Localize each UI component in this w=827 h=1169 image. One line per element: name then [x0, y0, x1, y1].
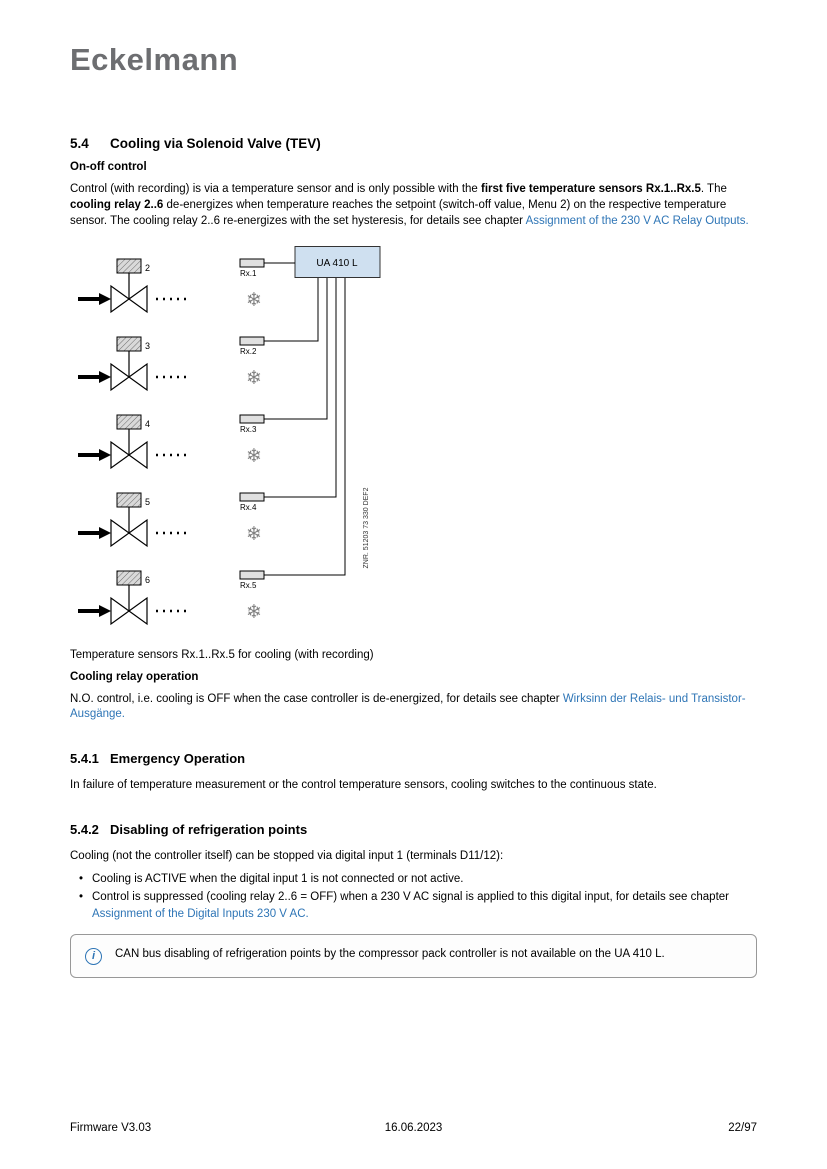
sensor-label: Rx.5	[240, 580, 257, 590]
section-number: 5.4.2	[70, 822, 99, 838]
controller-label: UA 410 L	[316, 257, 358, 269]
paragraph-text: Control is suppressed (cooling relay 2..6 = OFF) when a 230 V AC signal is applied to this digital input, for details see chapter	[92, 891, 729, 904]
link-digital-inputs[interactable]: Assignment of the Digital Inputs 230 V AC.	[92, 907, 309, 920]
valve-coil	[117, 415, 141, 429]
controller-box	[295, 246, 380, 277]
diagram-caption: Temperature sensors Rx.1..Rx.5 for cooling (with recording)	[70, 648, 374, 661]
valve-coil	[117, 259, 141, 273]
flow-arrow-icon	[99, 605, 111, 617]
valve-coil	[117, 571, 141, 585]
valve-number: 2	[145, 262, 151, 273]
link-relay-outputs[interactable]: Assignment of the 230 V AC Relay Outputs.	[525, 214, 749, 227]
cooling-relay-heading: Cooling relay operation	[70, 670, 199, 683]
info-note-box	[70, 934, 757, 978]
solenoid-valve	[111, 286, 129, 312]
emergency-paragraph: In failure of temperature measurement or the control temperature sensors, cooling switches to the continuous state.	[70, 779, 657, 792]
valve-row	[78, 259, 295, 312]
onoff-control-paragraph	[70, 182, 757, 230]
note-text: CAN bus disabling of refrigeration points by the compressor pack controller is not available on the UA 410 L.	[115, 948, 665, 960]
snowflake-icon: ❄	[246, 366, 262, 389]
sensor-wire	[264, 278, 345, 575]
link-wirksinn[interactable]: Wirksinn der Relais- und Transistor-Ausgänge.	[70, 692, 746, 721]
section-title: Emergency Operation	[110, 751, 246, 767]
paragraph-text: Control (with recording) is via a temperature sensor and is only possible with the	[70, 183, 481, 195]
sensor-box	[240, 415, 264, 423]
cooling-relay-paragraph	[70, 692, 757, 724]
onoff-control-heading: On-off control	[70, 161, 147, 173]
valve-number: 6	[145, 574, 151, 585]
bold-text: cooling relay 2..6	[70, 198, 164, 211]
heading-5-4	[70, 136, 757, 151]
flow-arrow-icon	[99, 449, 111, 461]
sensor-box	[240, 337, 264, 345]
footer-firmware: Firmware V3.03	[70, 1122, 152, 1134]
solenoid-valve	[111, 364, 129, 390]
list-item	[92, 889, 757, 922]
sensor-box	[240, 571, 264, 579]
sensor-box	[240, 259, 264, 267]
paragraph-text: de-energizes when temperature reaches the setpoint (switch-off value, Menu 2) on the respective temperature sensor. The cooling relay 2..6 re-energizes with the set hysteresis, for details see chapter	[70, 198, 727, 227]
footer-page-number: 22/97	[728, 1122, 757, 1134]
snowflake-icon: ❄	[246, 522, 262, 545]
sensor-label: Rx.3	[240, 424, 257, 434]
section-number: 5.4	[70, 136, 89, 151]
solenoid-valve	[111, 520, 129, 546]
snowflake-icon: ❄	[246, 600, 262, 623]
flow-arrow-icon	[99, 293, 111, 305]
list-item: • Cooling is ACTIVE when the digital input 1 is not connected or not active.	[92, 871, 757, 887]
valve-coil	[117, 337, 141, 351]
snowflake-icon: ❄	[246, 288, 262, 311]
valve-coil	[117, 493, 141, 507]
valve-number: 5	[145, 496, 151, 507]
valve-number: 4	[145, 418, 151, 429]
znr-label: ZNR. 51203 73 330 DEF2	[363, 487, 370, 569]
section-title: Disabling of refrigeration points	[110, 822, 308, 838]
eckelmann-logo: Eckelmann	[70, 42, 239, 77]
footer-date: 16.06.2023	[384, 1122, 443, 1134]
disabling-paragraph: Cooling (not the controller itself) can be stopped via digital input 1 (terminals D11/12):	[70, 850, 504, 863]
solenoid-valve	[111, 442, 129, 468]
heading-5-4-1	[70, 751, 757, 766]
sensor-box	[240, 493, 264, 501]
sensor-label: Rx.4	[240, 502, 257, 512]
bold-text: first five temperature sensors Rx.1..Rx.5	[481, 183, 701, 195]
sensor-wire	[264, 278, 318, 341]
diagram-svg	[70, 246, 470, 638]
valve-number: 3	[145, 340, 151, 351]
section-number: 5.4.1	[70, 751, 99, 767]
sensor-label: Rx.2	[240, 346, 257, 356]
info-icon: i	[85, 948, 102, 965]
disabling-bullet-list	[70, 871, 757, 922]
paragraph-text: . The	[700, 183, 727, 195]
valve-row	[78, 278, 336, 546]
solenoid-valve-diagram	[70, 246, 757, 643]
heading-5-4-2	[70, 822, 757, 837]
flow-arrow-icon	[99, 527, 111, 539]
paragraph-text: N.O. control, i.e. cooling is OFF when the case controller is de-energized, for details see chapter	[70, 692, 563, 705]
snowflake-icon: ❄	[246, 444, 262, 467]
sensor-label: Rx.1	[240, 268, 257, 278]
sensor-wire	[264, 278, 336, 497]
section-title: Cooling via Solenoid Valve (TEV)	[110, 136, 321, 151]
flow-arrow-icon	[99, 371, 111, 383]
solenoid-valve	[111, 598, 129, 624]
page-footer	[70, 1122, 757, 1134]
